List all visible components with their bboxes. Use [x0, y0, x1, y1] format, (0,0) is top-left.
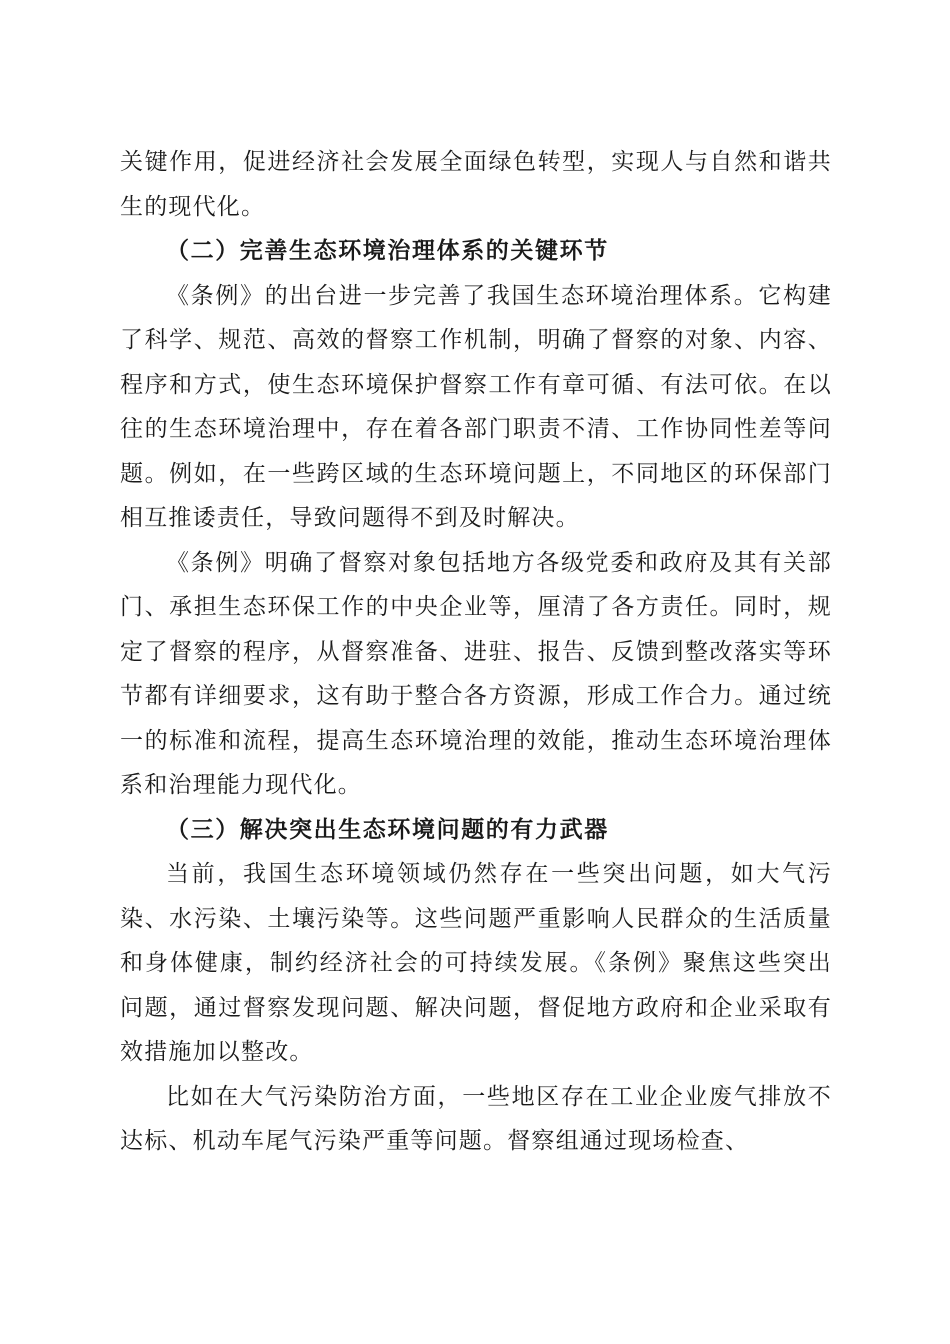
- paragraph: 《条例》的出台进一步完善了我国生态环境治理体系。它构建了科学、规范、高效的督察工作机制，明确了督察的对象、内容、程序和方式，使生态环境保护督察工作有章可循、有法可依。在以往的生态环境治理中，存在着各部门职责不清、工作协同性差等问题。例如，在一些跨区域的生态环境问题上，不同地区的环保部门相互推诿责任，导致问题得不到及时解决。: [120, 282, 832, 531]
- continuation-paragraph: 关键作用，促进经济社会发展全面绿色转型，实现人与自然和谐共生的现代化。: [120, 149, 832, 220]
- section-heading-2: （二）完善生态环境治理体系的关键环节: [166, 238, 609, 264]
- document-body: [120, 140, 832, 1164]
- section-heading-3: （三）解决突出生态环境问题的有力武器: [166, 816, 609, 843]
- paragraph: 比如在大气污染防治方面，一些地区存在工业企业废气排放不达标、机动车尾气污染严重等问题。督察组通过现场检查、: [120, 1083, 832, 1154]
- paragraph: 当前，我国生态环境领域仍然存在一些突出问题，如大气污染、水污染、土壤污染等。这些问题严重影响人民群众的生活质量和身体健康，制约经济社会的可持续发展。《条例》聚焦这些突出问题，通过督察发现问题、解决问题，督促地方政府和企业采取有效措施加以整改。: [120, 861, 832, 1065]
- paragraph: 《条例》明确了督察对象包括地方各级党委和政府及其有关部门、承担生态环保工作的中央企业等，厘清了各方责任。同时，规定了督察的程序，从督察准备、进驻、报告、反馈到整改落实等环节都有详细要求，这有助于整合各方资源，形成工作合力。通过统一的标准和流程，提高生态环境治理的效能，推动生态环境治理体系和治理能力现代化。: [120, 549, 832, 798]
